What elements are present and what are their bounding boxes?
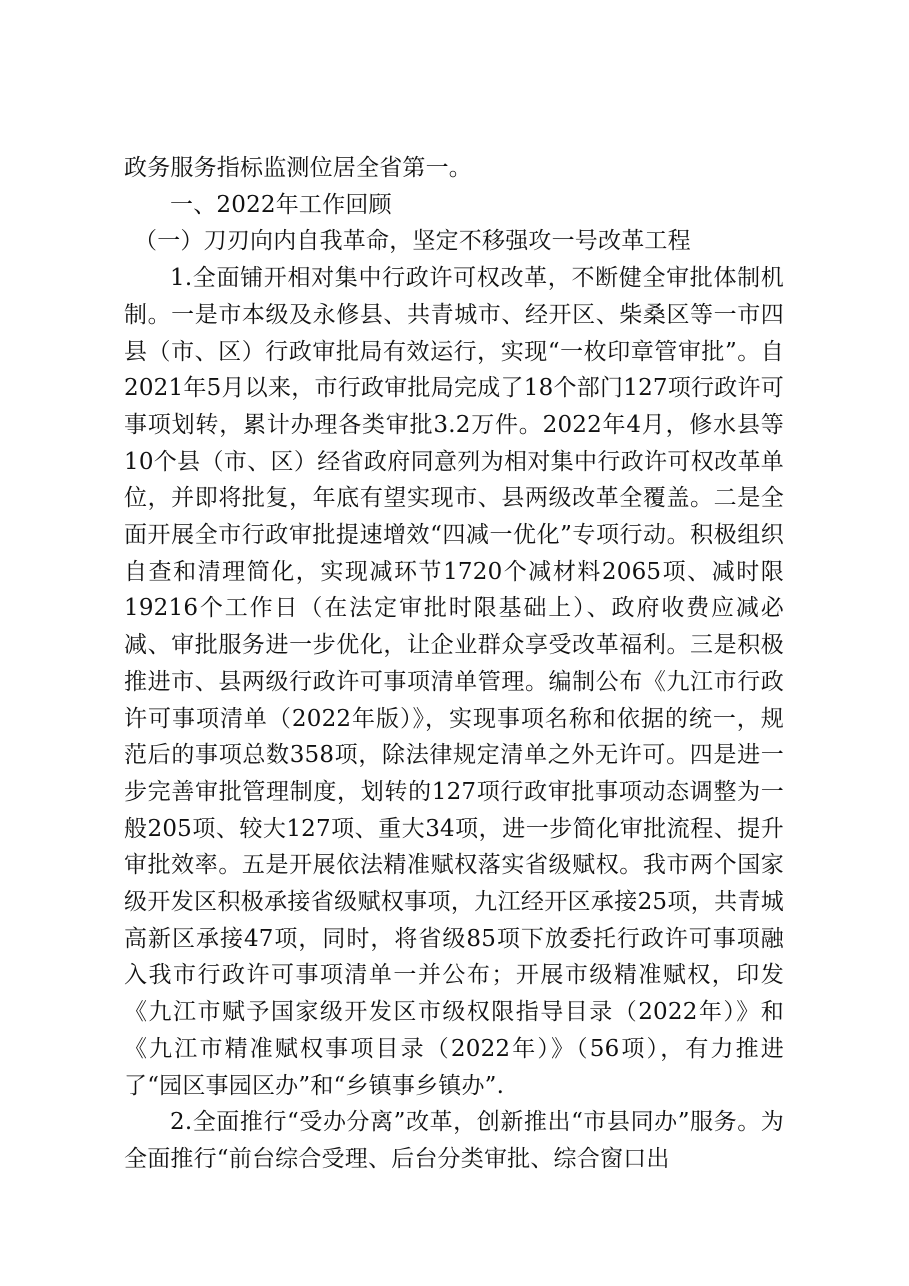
continuation-paragraph: 政务服务指标监测位居全省第一。 xyxy=(124,155,472,181)
section-heading: 一、2022年工作回顾 xyxy=(170,191,392,218)
body-paragraph-2: 2.全面推行“受办分离”改革，创新推出“市县同办”服务。为全面推行“前台综合受理、后台分类审批、综合窗口出 xyxy=(124,1109,784,1172)
body-paragraph-1: 1.全面铺开相对集中行政许可权改革，不断健全审批体制机制。一是市本级及永修县、共青城市、经开区、柴桑区等一市四县（市、区）行政审批局有效运行，实现“一枚印章管审批”。自2021年5月以来，市行政审批局完成了18个部门127项行政许可事项划转，累计办理各类审批3.2万件。2022年4月，修水县等10个县（市、区）经省政府同意列为相对集中行政许可权改革单位，并即将批复，年底有望实现市、县两级改革全覆盖。二是全面开展全市行政审批提速增效“四减一优化”专项行动。积极组织自查和清理简化，实现减环节1720个减材料2065项、减时限19216个工作日（在法定审批时限基础上）、政府收费应减必减、审批服务进一步优化，让企业群众享受改革福利。三是积极推进市、县两级行政许可事项清单管理。编制公布《九江市行政许可事项清单（2022年版）》，实现事项名称和依据的统一，规范后的事项总数358项，除法律规定清单之外无许可。四是进一步完善审批管理制度，划转的127项行政审批事项动态调整为一般205项、较大127项、重大34项，进一步简化审批流程、提升审批效率。五是开展依法精准赋权落实省级赋权。我市两个国家级开发区积极承接省级赋权事项，九江经开区承接25项，共青城高新区承接47项，同时，将省级85项下放委托行政许可事项融入我市行政许可事项清单一并公布；开展市级精准赋权，印发《九江市赋予国家级开发区市级权限指导目录（2022年）》和《九江市精准赋权事项目录（2022年）》（56项），有力推进了“园区事园区办”和“乡镇事乡镇办”. xyxy=(124,265,784,1099)
document-body xyxy=(124,150,784,1178)
subsection-heading: （一）刀刃向内自我革命，坚定不移强攻一号改革工程 xyxy=(134,228,691,255)
